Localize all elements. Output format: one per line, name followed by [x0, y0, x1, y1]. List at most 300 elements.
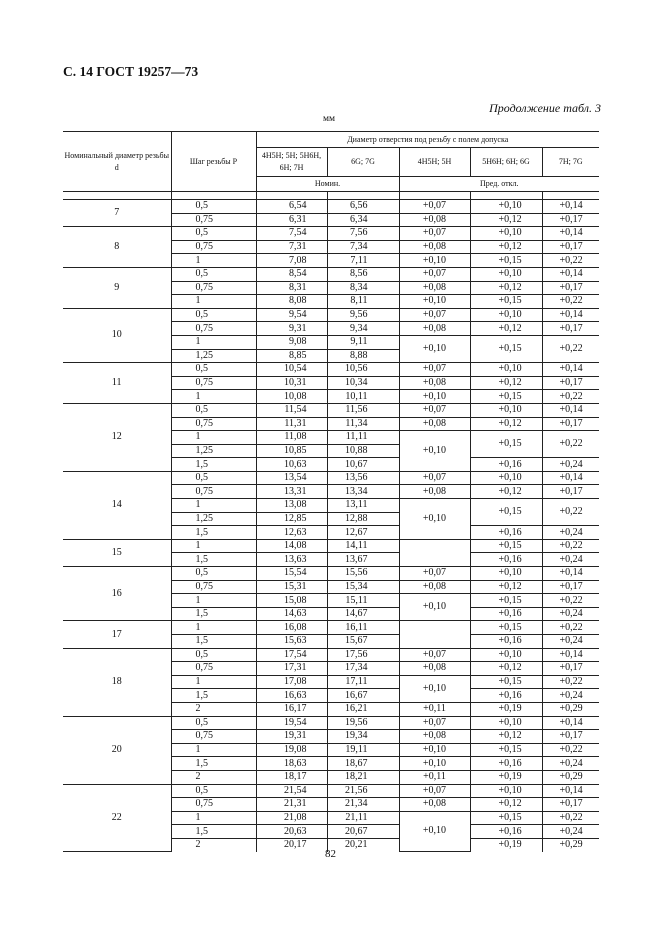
nominal-4h5h-cell: 7,08	[256, 254, 327, 268]
deviation-5h6h-cell: +0,15	[470, 675, 542, 689]
nominal-4h5h-cell: 15,54	[256, 567, 327, 581]
deviation-7h-7g-cell: +0,24	[542, 526, 599, 540]
deviation-4h5h-5h-cell: +0,07	[399, 784, 470, 798]
pitch-cell: 1,25	[171, 349, 256, 363]
nominal-6g7g-cell: 7,11	[327, 254, 399, 268]
pitch-cell: 0,5	[171, 267, 256, 281]
pitch-cell: 1	[171, 499, 256, 513]
nominal-diameter-cell: 10	[63, 308, 171, 362]
deviation-5h6h-cell: +0,15	[470, 254, 542, 268]
deviation-4h5h-5h-cell: +0,10	[399, 254, 470, 268]
pitch-cell: 0,75	[171, 376, 256, 390]
deviation-7h-7g-cell: +0,29	[542, 702, 599, 716]
nominal-6g7g-cell: 18,67	[327, 757, 399, 771]
pitch-cell: 1,5	[171, 607, 256, 621]
nominal-4h5h-cell: 19,08	[256, 743, 327, 757]
nominal-diameter-cell: 22	[63, 784, 171, 851]
deviation-7h-7g-cell: +0,22	[542, 675, 599, 689]
nominal-4h5h-cell: 17,08	[256, 675, 327, 689]
spacer-row	[63, 192, 599, 200]
nominal-6g7g-cell: 11,56	[327, 403, 399, 417]
pitch-cell: 1,25	[171, 444, 256, 458]
deviation-5h6h-cell: +0,10	[470, 403, 542, 417]
deviation-4h5h-5h-cell: +0,08	[399, 281, 470, 295]
table-row	[63, 308, 599, 322]
nominal-4h5h-cell: 7,31	[256, 240, 327, 254]
nominal-diameter-cell: 14	[63, 471, 171, 539]
deviation-5h6h-cell: +0,10	[470, 471, 542, 485]
nominal-diameter-cell: 18	[63, 648, 171, 716]
deviation-5h6h-cell: +0,16	[470, 553, 542, 567]
nominal-6g7g-cell: 10,88	[327, 444, 399, 458]
deviation-7h-7g-cell: +0,22	[542, 390, 599, 404]
nominal-4h5h-cell: 16,17	[256, 702, 327, 716]
deviation-7h-7g-cell: +0,22	[542, 594, 599, 608]
nominal-6g7g-cell: 21,34	[327, 798, 399, 812]
deviation-7h-7g-cell: +0,24	[542, 635, 599, 649]
deviation-5h6h-cell: +0,12	[470, 417, 542, 431]
header-col-6g-7g: 6G; 7G	[327, 148, 399, 177]
deviation-7h-7g-cell: +0,24	[542, 689, 599, 703]
deviation-7h-7g-cell: +0,17	[542, 798, 599, 812]
header-diameter-group: Диаметр отверстия под резьбу с полем допуска	[256, 132, 599, 148]
deviation-4h5h-5h-cell: +0,07	[399, 227, 470, 241]
deviation-5h6h-cell: +0,10	[470, 784, 542, 798]
nominal-6g7g-cell: 14,67	[327, 607, 399, 621]
nominal-4h5h-cell: 9,54	[256, 308, 327, 322]
nominal-6g7g-cell: 12,88	[327, 512, 399, 526]
pitch-cell: 0,5	[171, 363, 256, 377]
nominal-4h5h-cell: 18,17	[256, 770, 327, 784]
spacer-cell	[399, 192, 470, 200]
nominal-6g7g-cell: 10,67	[327, 458, 399, 472]
nominal-diameter-cell: 15	[63, 539, 171, 566]
deviation-4h5h-5h-cell: +0,10	[399, 594, 470, 621]
document-header: С. 14 ГОСТ 19257—73	[63, 64, 199, 79]
pitch-cell: 0,75	[171, 240, 256, 254]
nominal-6g7g-cell: 9,56	[327, 308, 399, 322]
deviation-5h6h-cell: +0,15	[470, 539, 542, 553]
pitch-cell: 0,5	[171, 200, 256, 214]
nominal-6g7g-cell: 19,11	[327, 743, 399, 757]
deviation-4h5h-5h-cell: +0,10	[399, 499, 470, 540]
nominal-6g7g-cell: 7,34	[327, 240, 399, 254]
deviation-5h6h-cell: +0,15	[470, 743, 542, 757]
header-col-5h6h: 5H6H; 6H; 6G	[470, 148, 542, 177]
pitch-cell: 0,5	[171, 227, 256, 241]
deviation-7h-7g-cell: +0,22	[542, 743, 599, 757]
deviation-5h6h-cell: +0,16	[470, 689, 542, 703]
header-pitch: Шаг резьбы P	[171, 132, 256, 192]
table-body	[63, 192, 599, 852]
nominal-4h5h-cell: 20,17	[256, 838, 327, 851]
deviation-7h-7g-cell: +0,14	[542, 363, 599, 377]
deviation-5h6h-cell: +0,12	[470, 281, 542, 295]
nominal-4h5h-cell: 19,54	[256, 716, 327, 730]
nominal-4h5h-cell: 21,31	[256, 798, 327, 812]
table-row	[63, 363, 599, 377]
nominal-4h5h-cell: 10,85	[256, 444, 327, 458]
deviation-5h6h-cell: +0,12	[470, 376, 542, 390]
nominal-diameter-cell: 11	[63, 363, 171, 404]
nominal-4h5h-cell: 21,08	[256, 811, 327, 825]
nominal-6g7g-cell: 6,34	[327, 213, 399, 227]
nominal-4h5h-cell: 8,54	[256, 267, 327, 281]
deviation-7h-7g-cell: +0,22	[542, 295, 599, 309]
nominal-6g7g-cell: 8,11	[327, 295, 399, 309]
spacer-cell	[63, 192, 171, 200]
pitch-cell: 1	[171, 390, 256, 404]
deviation-7h-7g-cell: +0,17	[542, 730, 599, 744]
nominal-4h5h-cell: 9,08	[256, 335, 327, 349]
nominal-6g7g-cell: 16,67	[327, 689, 399, 703]
deviation-7h-7g-cell: +0,17	[542, 417, 599, 431]
deviation-7h-7g-cell: +0,22	[542, 499, 599, 526]
spacer-cell	[542, 192, 599, 200]
table-row	[63, 267, 599, 281]
deviation-7h-7g-cell: +0,22	[542, 254, 599, 268]
table-row	[63, 716, 599, 730]
deviation-5h6h-cell: +0,19	[470, 770, 542, 784]
deviation-4h5h-5h-cell	[399, 621, 470, 648]
deviation-5h6h-cell: +0,12	[470, 240, 542, 254]
deviation-4h5h-5h-cell: +0,08	[399, 322, 470, 336]
pitch-cell: 0,75	[171, 580, 256, 594]
deviation-7h-7g-cell: +0,17	[542, 240, 599, 254]
nominal-6g7g-cell: 19,56	[327, 716, 399, 730]
nominal-6g7g-cell: 17,34	[327, 662, 399, 676]
pitch-cell: 1,5	[171, 526, 256, 540]
nominal-6g7g-cell: 8,88	[327, 349, 399, 363]
nominal-6g7g-cell: 16,21	[327, 702, 399, 716]
nominal-diameter-cell: 17	[63, 621, 171, 648]
deviation-5h6h-cell: +0,12	[470, 730, 542, 744]
pitch-cell: 0,75	[171, 730, 256, 744]
pitch-cell: 0,5	[171, 784, 256, 798]
deviation-7h-7g-cell: +0,14	[542, 403, 599, 417]
deviation-4h5h-5h-cell: +0,07	[399, 308, 470, 322]
nominal-6g7g-cell: 18,21	[327, 770, 399, 784]
deviation-4h5h-5h-cell: +0,08	[399, 376, 470, 390]
header-limit-deviation: Пред. откл.	[399, 177, 599, 192]
deviation-5h6h-cell: +0,12	[470, 580, 542, 594]
spacer-cell	[171, 192, 256, 200]
deviation-7h-7g-cell: +0,22	[542, 539, 599, 553]
deviation-4h5h-5h-cell: +0,07	[399, 716, 470, 730]
nominal-4h5h-cell: 15,63	[256, 635, 327, 649]
deviation-4h5h-5h-cell: +0,10	[399, 675, 470, 702]
deviation-5h6h-cell: +0,16	[470, 825, 542, 839]
deviation-7h-7g-cell: +0,17	[542, 322, 599, 336]
deviation-5h6h-cell: +0,16	[470, 458, 542, 472]
deviation-5h6h-cell: +0,16	[470, 526, 542, 540]
deviation-5h6h-cell: +0,10	[470, 308, 542, 322]
pitch-cell: 1,5	[171, 825, 256, 839]
deviation-5h6h-cell: +0,12	[470, 485, 542, 499]
deviation-5h6h-cell: +0,15	[470, 431, 542, 458]
deviation-5h6h-cell: +0,19	[470, 702, 542, 716]
nominal-6g7g-cell: 13,34	[327, 485, 399, 499]
pitch-cell: 1,5	[171, 689, 256, 703]
header-col-7h-7g: 7H; 7G	[542, 148, 599, 177]
deviation-7h-7g-cell: +0,17	[542, 580, 599, 594]
deviation-4h5h-5h-cell	[399, 539, 470, 566]
nominal-6g7g-cell: 15,11	[327, 594, 399, 608]
deviation-7h-7g-cell: +0,14	[542, 784, 599, 798]
nominal-4h5h-cell: 8,31	[256, 281, 327, 295]
deviation-7h-7g-cell: +0,14	[542, 471, 599, 485]
nominal-4h5h-cell: 11,08	[256, 431, 327, 445]
nominal-4h5h-cell: 8,08	[256, 295, 327, 309]
deviation-7h-7g-cell: +0,22	[542, 621, 599, 635]
deviation-7h-7g-cell: +0,17	[542, 281, 599, 295]
pitch-cell: 0,75	[171, 662, 256, 676]
deviation-7h-7g-cell: +0,14	[542, 567, 599, 581]
deviation-5h6h-cell: +0,10	[470, 567, 542, 581]
deviation-5h6h-cell: +0,16	[470, 635, 542, 649]
pitch-cell: 1	[171, 431, 256, 445]
pitch-cell: 0,75	[171, 281, 256, 295]
deviation-7h-7g-cell: +0,14	[542, 227, 599, 241]
nominal-6g7g-cell: 7,56	[327, 227, 399, 241]
deviation-4h5h-5h-cell: +0,07	[399, 471, 470, 485]
nominal-6g7g-cell: 14,11	[327, 539, 399, 553]
nominal-6g7g-cell: 11,34	[327, 417, 399, 431]
deviation-5h6h-cell: +0,16	[470, 757, 542, 771]
pitch-cell: 1	[171, 539, 256, 553]
deviation-5h6h-cell: +0,10	[470, 267, 542, 281]
deviation-5h6h-cell: +0,15	[470, 621, 542, 635]
deviation-4h5h-5h-cell: +0,10	[399, 757, 470, 771]
pitch-cell: 1	[171, 594, 256, 608]
table-row	[63, 403, 599, 417]
pitch-cell: 1	[171, 295, 256, 309]
pitch-cell: 0,75	[171, 322, 256, 336]
deviation-5h6h-cell: +0,12	[470, 322, 542, 336]
deviation-7h-7g-cell: +0,24	[542, 607, 599, 621]
nominal-4h5h-cell: 17,54	[256, 648, 327, 662]
pitch-cell: 0,75	[171, 213, 256, 227]
deviation-7h-7g-cell: +0,14	[542, 200, 599, 214]
nominal-diameter-cell: 16	[63, 567, 171, 621]
nominal-4h5h-cell: 16,63	[256, 689, 327, 703]
deviation-4h5h-5h-cell: +0,07	[399, 267, 470, 281]
pitch-cell: 0,5	[171, 716, 256, 730]
nominal-4h5h-cell: 11,54	[256, 403, 327, 417]
page-number: 82	[325, 848, 336, 860]
deviation-5h6h-cell: +0,19	[470, 838, 542, 851]
deviation-4h5h-5h-cell: +0,08	[399, 662, 470, 676]
nominal-4h5h-cell: 14,08	[256, 539, 327, 553]
deviation-7h-7g-cell: +0,14	[542, 308, 599, 322]
deviation-5h6h-cell: +0,12	[470, 213, 542, 227]
nominal-6g7g-cell: 17,11	[327, 675, 399, 689]
header-col-4h5h-5h: 4H5H; 5H	[399, 148, 470, 177]
nominal-6g7g-cell: 16,11	[327, 621, 399, 635]
spacer-cell	[327, 192, 399, 200]
nominal-4h5h-cell: 15,31	[256, 580, 327, 594]
pitch-cell: 1,5	[171, 757, 256, 771]
nominal-6g7g-cell: 21,56	[327, 784, 399, 798]
pitch-cell: 0,75	[171, 417, 256, 431]
nominal-4h5h-cell: 13,54	[256, 471, 327, 485]
nominal-diameter-cell: 7	[63, 200, 171, 227]
nominal-4h5h-cell: 16,08	[256, 621, 327, 635]
nominal-diameter-cell: 12	[63, 403, 171, 471]
thread-hole-diameter-table	[63, 131, 599, 852]
deviation-5h6h-cell: +0,15	[470, 295, 542, 309]
pitch-cell: 1,5	[171, 635, 256, 649]
pitch-cell: 1,25	[171, 512, 256, 526]
table-row	[63, 200, 599, 214]
pitch-cell: 0,5	[171, 648, 256, 662]
nominal-6g7g-cell: 9,11	[327, 335, 399, 349]
nominal-6g7g-cell: 10,11	[327, 390, 399, 404]
pitch-cell: 0,5	[171, 567, 256, 581]
deviation-7h-7g-cell: +0,22	[542, 811, 599, 825]
nominal-4h5h-cell: 12,85	[256, 512, 327, 526]
pitch-cell: 2	[171, 838, 256, 851]
deviation-4h5h-5h-cell: +0,10	[399, 743, 470, 757]
deviation-4h5h-5h-cell: +0,08	[399, 730, 470, 744]
deviation-4h5h-5h-cell: +0,11	[399, 702, 470, 716]
pitch-cell: 0,75	[171, 485, 256, 499]
deviation-4h5h-5h-cell: +0,07	[399, 648, 470, 662]
nominal-4h5h-cell: 20,63	[256, 825, 327, 839]
nominal-6g7g-cell: 8,34	[327, 281, 399, 295]
pitch-cell: 1,5	[171, 553, 256, 567]
deviation-5h6h-cell: +0,15	[470, 335, 542, 362]
deviation-5h6h-cell: +0,10	[470, 200, 542, 214]
pitch-cell: 0,75	[171, 798, 256, 812]
deviation-4h5h-5h-cell: +0,08	[399, 240, 470, 254]
nominal-6g7g-cell: 13,56	[327, 471, 399, 485]
deviation-7h-7g-cell: +0,14	[542, 716, 599, 730]
deviation-7h-7g-cell: +0,29	[542, 838, 599, 851]
nominal-4h5h-cell: 11,31	[256, 417, 327, 431]
nominal-4h5h-cell: 13,08	[256, 499, 327, 513]
table-row	[63, 539, 599, 553]
deviation-7h-7g-cell: +0,22	[542, 335, 599, 362]
pitch-cell: 2	[171, 702, 256, 716]
deviation-5h6h-cell: +0,10	[470, 716, 542, 730]
deviation-4h5h-5h-cell: +0,07	[399, 403, 470, 417]
nominal-6g7g-cell: 12,67	[327, 526, 399, 540]
nominal-6g7g-cell: 20,67	[327, 825, 399, 839]
nominal-6g7g-cell: 19,34	[327, 730, 399, 744]
deviation-4h5h-5h-cell: +0,07	[399, 200, 470, 214]
deviation-5h6h-cell: +0,12	[470, 798, 542, 812]
nominal-6g7g-cell: 10,34	[327, 376, 399, 390]
deviation-4h5h-5h-cell: +0,10	[399, 431, 470, 472]
deviation-7h-7g-cell: +0,14	[542, 267, 599, 281]
deviation-5h6h-cell: +0,16	[470, 607, 542, 621]
nominal-6g7g-cell: 8,56	[327, 267, 399, 281]
pitch-cell: 1,5	[171, 458, 256, 472]
deviation-7h-7g-cell: +0,17	[542, 485, 599, 499]
deviation-5h6h-cell: +0,15	[470, 811, 542, 825]
pitch-cell: 1	[171, 743, 256, 757]
deviation-5h6h-cell: +0,15	[470, 594, 542, 608]
pitch-cell: 1	[171, 675, 256, 689]
header-col-4h5h-5h-5h6h: 4H5H; 5H; 5H6H, 6H; 7H	[256, 148, 327, 177]
deviation-4h5h-5h-cell: +0,08	[399, 485, 470, 499]
nominal-4h5h-cell: 10,08	[256, 390, 327, 404]
pitch-cell: 0,5	[171, 403, 256, 417]
deviation-5h6h-cell: +0,10	[470, 227, 542, 241]
nominal-4h5h-cell: 9,31	[256, 322, 327, 336]
nominal-4h5h-cell: 19,31	[256, 730, 327, 744]
deviation-5h6h-cell: +0,10	[470, 648, 542, 662]
nominal-6g7g-cell: 15,67	[327, 635, 399, 649]
nominal-6g7g-cell: 20,21	[327, 838, 399, 851]
nominal-6g7g-cell: 13,11	[327, 499, 399, 513]
deviation-4h5h-5h-cell: +0,10	[399, 390, 470, 404]
deviation-5h6h-cell: +0,15	[470, 499, 542, 526]
table-row	[63, 227, 599, 241]
nominal-4h5h-cell: 15,08	[256, 594, 327, 608]
deviation-4h5h-5h-cell: +0,08	[399, 798, 470, 812]
nominal-4h5h-cell: 8,85	[256, 349, 327, 363]
deviation-4h5h-5h-cell: +0,10	[399, 335, 470, 362]
deviation-7h-7g-cell: +0,17	[542, 213, 599, 227]
nominal-6g7g-cell: 9,34	[327, 322, 399, 336]
deviation-7h-7g-cell: +0,24	[542, 553, 599, 567]
table-row	[63, 471, 599, 485]
deviation-5h6h-cell: +0,10	[470, 363, 542, 377]
deviation-7h-7g-cell: +0,29	[542, 770, 599, 784]
deviation-4h5h-5h-cell: +0,11	[399, 770, 470, 784]
nominal-6g7g-cell: 15,34	[327, 580, 399, 594]
deviation-4h5h-5h-cell: +0,07	[399, 363, 470, 377]
nominal-4h5h-cell: 10,31	[256, 376, 327, 390]
deviation-5h6h-cell: +0,15	[470, 390, 542, 404]
header-nominal-diameter: Номинальный диаметр резьбы d	[63, 132, 171, 192]
deviation-7h-7g-cell: +0,17	[542, 662, 599, 676]
nominal-4h5h-cell: 10,63	[256, 458, 327, 472]
nominal-4h5h-cell: 17,31	[256, 662, 327, 676]
pitch-cell: 1	[171, 335, 256, 349]
nominal-4h5h-cell: 18,63	[256, 757, 327, 771]
table-row	[63, 648, 599, 662]
nominal-6g7g-cell: 10,56	[327, 363, 399, 377]
nominal-diameter-cell: 9	[63, 267, 171, 308]
deviation-7h-7g-cell: +0,22	[542, 431, 599, 458]
table-row	[63, 621, 599, 635]
pitch-cell: 1	[171, 254, 256, 268]
deviation-5h6h-cell: +0,12	[470, 662, 542, 676]
spacer-cell	[256, 192, 327, 200]
nominal-4h5h-cell: 12,63	[256, 526, 327, 540]
deviation-7h-7g-cell: +0,14	[542, 648, 599, 662]
deviation-4h5h-5h-cell: +0,07	[399, 567, 470, 581]
nominal-4h5h-cell: 10,54	[256, 363, 327, 377]
header-nominal: Номин.	[256, 177, 399, 192]
pitch-cell: 1	[171, 811, 256, 825]
nominal-4h5h-cell: 7,54	[256, 227, 327, 241]
deviation-4h5h-5h-cell: +0,10	[399, 295, 470, 309]
nominal-6g7g-cell: 6,56	[327, 200, 399, 214]
deviation-7h-7g-cell: +0,24	[542, 757, 599, 771]
nominal-4h5h-cell: 14,63	[256, 607, 327, 621]
nominal-diameter-cell: 20	[63, 716, 171, 784]
pitch-cell: 0,5	[171, 471, 256, 485]
deviation-4h5h-5h-cell: +0,08	[399, 580, 470, 594]
nominal-4h5h-cell: 21,54	[256, 784, 327, 798]
deviation-4h5h-5h-cell: +0,10	[399, 811, 470, 851]
table-continuation-label: Продолжение табл. 3	[489, 101, 601, 115]
table-row	[63, 784, 599, 798]
